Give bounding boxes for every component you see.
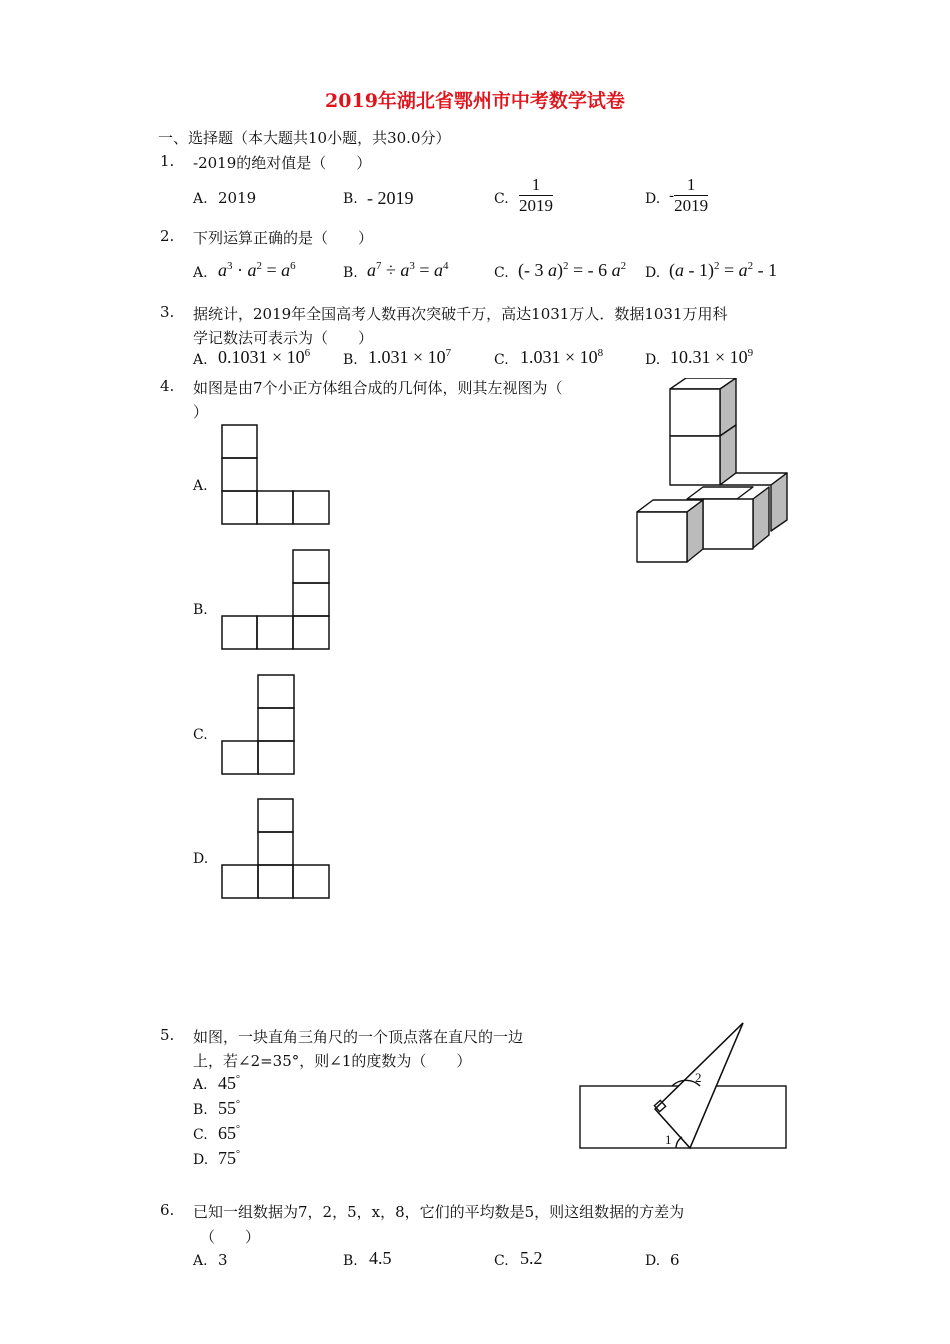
q5-a-value: 45: [218, 1073, 236, 1093]
q3-d-base: 10.31 × 10: [670, 347, 748, 367]
q5-option-a: [218, 1073, 240, 1094]
angle-1-label: 1: [665, 1132, 672, 1147]
q3-option-a-label: A.: [193, 352, 208, 368]
q4-text-line1: 如图是由7个小正方体组合成的几何体，则其左视图为（: [193, 379, 563, 397]
q1-option-b-label: B.: [343, 191, 358, 207]
q1-option-d: [669, 175, 708, 216]
page-title: 2019年湖北省鄂州市中考数学试卷: [325, 90, 625, 112]
q3-option-b-label: B.: [343, 352, 358, 368]
q4-option-a-figure: [221, 424, 331, 526]
q3-option-b: [368, 347, 451, 368]
q5-b-degree: °: [236, 1099, 240, 1110]
q4-option-b-label: B.: [193, 602, 208, 618]
section-heading: 一、选择题（本大题共10小题，共30.0分）: [158, 129, 451, 147]
q4-solid-figure: [630, 378, 795, 568]
q1-option-b: - 2019: [367, 188, 414, 208]
q6-option-d: 6: [670, 1251, 680, 1269]
q5-option-b-label: B.: [193, 1102, 208, 1118]
q1-d-denominator: 2019: [674, 196, 709, 215]
q3-option-d: [670, 347, 753, 368]
q6-option-a-label: A.: [193, 1253, 208, 1269]
q3-c-base: 1.031 × 10: [520, 347, 598, 367]
q1-c-numerator: 1: [519, 175, 553, 196]
q5-text-line1: 如图，一块直角三角尺的一个顶点落在直尺的一边: [193, 1028, 524, 1046]
q2-text: 下列运算正确的是（ ）: [193, 229, 374, 247]
q4-option-c-figure: [221, 674, 297, 776]
q6-option-a: 3: [218, 1251, 228, 1269]
q1-text: -2019的绝对值是（ ）: [193, 154, 372, 172]
q3-d-exp: 9: [747, 347, 754, 359]
q1-c-denominator: 2019: [519, 196, 553, 215]
q5-d-value: 75: [218, 1148, 236, 1168]
q2-option-c-label: C.: [494, 265, 509, 281]
q5-text-line2: 上，若∠2=35°，则∠1的度数为（ ）: [193, 1052, 472, 1070]
q1-option-a: 2019: [218, 189, 257, 207]
q5-c-degree: °: [236, 1124, 240, 1135]
q5-option-c-label: C.: [193, 1127, 208, 1143]
q1-option-c: [519, 175, 553, 216]
q6-option-c-label: C.: [494, 1253, 509, 1269]
q4-option-c-label: C.: [193, 727, 208, 743]
q4-option-b-figure: [221, 549, 331, 651]
q2-number: 2.: [160, 227, 175, 245]
q3-option-d-label: D.: [645, 352, 661, 368]
q3-a-exp: 6: [304, 347, 311, 359]
q6-option-b: 4.5: [369, 1248, 392, 1268]
q2-option-d-label: D.: [645, 265, 661, 281]
q5-option-a-label: A.: [193, 1077, 208, 1093]
q5-option-d-label: D.: [193, 1152, 209, 1168]
q1-d-sign: -: [669, 186, 675, 205]
q4-number: 4.: [160, 377, 175, 395]
q6-number: 6.: [160, 1201, 175, 1219]
q6-option-b-label: B.: [343, 1253, 358, 1269]
q5-number: 5.: [160, 1026, 175, 1044]
q2-option-b: $a^7 \div a^3 = a^4$: [367, 260, 449, 280]
q5-option-b: [218, 1098, 240, 1119]
q5-ruler-triangle-figure: [576, 1020, 791, 1155]
q3-c-exp: 8: [597, 347, 604, 359]
q5-b-value: 55: [218, 1098, 236, 1118]
q3-text-line2: 学记数法可表示为（ ）: [193, 329, 374, 347]
q3-a-base: 0.1031 × 10: [218, 347, 305, 367]
angle-2-label: 2: [695, 1070, 702, 1085]
q2-option-b-label: B.: [343, 265, 358, 281]
q5-d-degree: °: [236, 1149, 240, 1160]
q4-option-d-figure: [221, 798, 331, 900]
q4-option-a-label: A.: [193, 478, 208, 494]
q3-option-c: [520, 347, 603, 368]
q3-number: 3.: [160, 303, 175, 321]
q5-c-value: 65: [218, 1123, 236, 1143]
q6-text-line1: 已知一组数据为7，2，5，x，8，它们的平均数是5，则这组数据的方差为: [193, 1203, 685, 1221]
q3-option-c-label: C.: [494, 352, 509, 368]
q1-option-a-label: A.: [193, 191, 208, 207]
q2-option-d: $(a - 1)^2 = a^2 - 1$: [669, 260, 778, 280]
q6-option-d-label: D.: [645, 1253, 661, 1269]
q5-option-d: [218, 1148, 240, 1169]
q1-option-c-label: C.: [494, 191, 509, 207]
q2-option-a: $a^3 \cdot a^2 = a^6$: [218, 260, 296, 280]
q3-text-line1: 据统计，2019年全国高考人数再次突破千万，高达1031万人．数据1031万用科: [193, 305, 728, 323]
q3-option-a: [218, 347, 310, 368]
q4-option-d-label: D.: [193, 851, 209, 867]
q6-text-line2: （ ）: [200, 1228, 261, 1246]
q3-b-base: 1.031 × 10: [368, 347, 446, 367]
q1-d-numerator: 1: [674, 175, 708, 196]
q5-option-c: [218, 1123, 240, 1144]
q4-text-line2: ）: [193, 403, 209, 421]
q6-option-c: 5.2: [520, 1248, 543, 1268]
q1-option-d-label: D.: [645, 191, 661, 207]
q5-a-degree: °: [236, 1074, 240, 1085]
q2-option-a-label: A.: [193, 265, 208, 281]
q3-b-exp: 7: [445, 347, 452, 359]
q1-number: 1.: [160, 152, 175, 170]
q2-option-c: (- 3 a)$^2$ = - 6 $a^2$: [518, 260, 627, 280]
